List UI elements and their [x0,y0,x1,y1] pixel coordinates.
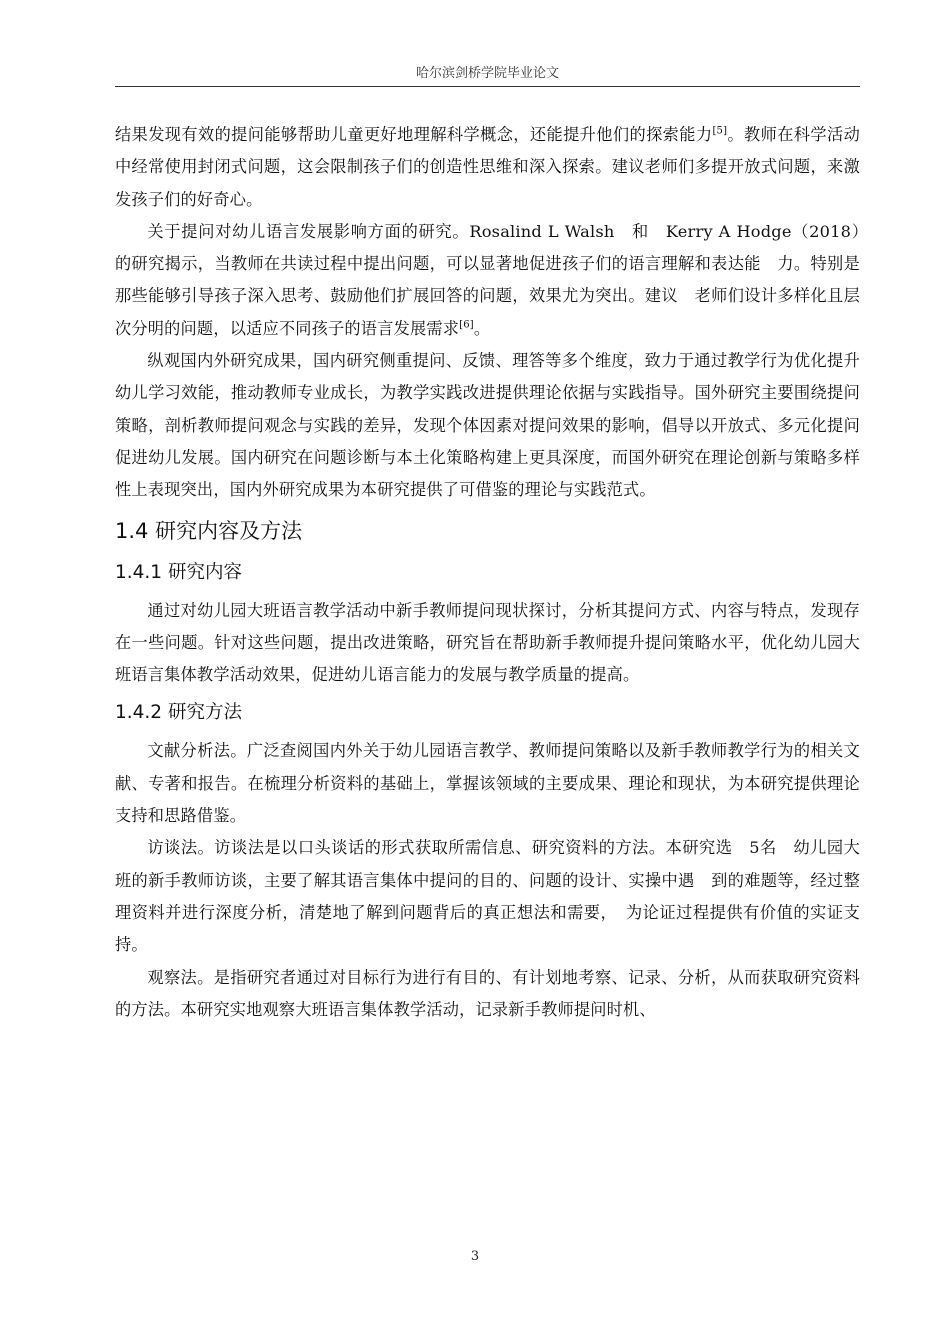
citation-6: [6] [459,319,474,331]
section-heading-1-4: 1.4 研究内容及方法 [115,518,303,543]
paragraph-1-text-a: 结果发现有效的提问能够帮助儿童更好地理解科学概念，还能提升他们的探索能力 [115,125,713,144]
paragraph-2-text-a: 关于提问对幼儿语言发展影响方面的研究。Rosalind L Walsh 和 Kerry A Hodge（2018） 的研究揭示，当教师在共读过程中提出问题，可以显著地促进孩子们的语言理解和表达能 力。特别是那些能够引导孩子深入思考、鼓励他们扩展回答的问题，效果尤为突出。建议 老师们设计多样化且层次分明的问题，以适应不同孩子的语言发展需求 [115,221,877,338]
paragraph-5: 文献分析法。广泛查阅国内外关于幼儿园语言教学、教师提问策略以及新手教师教学行为的相关文献、专著和报告。在梳理分析资料的基础上，掌握该领域的主要成果、理论和现状，为本研究提供理论支持和思路借鉴。 [115,741,860,826]
page-number: 3 [470,1249,480,1264]
paragraph-3: 纵观国内外研究成果，国内研究侧重提问、反馈、理答等多个维度，致力于通过教学行为优化提升幼儿学习效能，推动教师专业成长，为教学实践改进提供理论依据与实践指导。国外研究主要围绕提问策略，剖析教师提问观念与实践的差异，发现个体因素对提问效果的影响，倡导以开放式、多元化提问促进幼儿发展。国内研究在问题诊断与本土化策略构建上更具深度，而国外研究在理论创新与策略多样性上表现突出，国内外研究成果为本研究提供了可借鉴的理论与实践范式。 [115,351,860,500]
paragraph-1-text-b: 。教师在科学活动中经常使用封闭式问题，这会限制孩子们的创造性思维和深入探索。建议老师们多提开放式问题，来激发孩子们的好奇心。 [115,125,860,209]
running-header: 哈尔滨剑桥学院毕业论文 [415,66,559,81]
paragraph-6: 访谈法。访谈法是以口头谈话的形式获取所需信息、研究资料的方法。本研究选 5名 幼儿园大班的新手教师访谈，主要了解其语言集体中提问的目的、问题的设计、实操中遇 到的难题等，经过整理资料并进行深度分析，清楚地了解到问题背后的真正想法和需要， 为论证过程提供有价值的实证支持。 [115,838,860,955]
header-rule [115,86,860,87]
subsection-heading-1-4-2: 1.4.2 研究方法 [115,702,242,724]
citation-5: [5] [712,125,728,137]
page-body [115,119,877,1026]
paragraph-2 [115,216,877,345]
subsection-heading-1-4-1: 1.4.1 研究内容 [115,561,242,583]
paragraph-2-text-b: 。 [473,318,491,338]
paragraph-7: 观察法。是指研究者通过对目标行为进行有目的、有计划地考察、记录、分析，从而获取研究资料的方法。本研究实地观察大班语言集体教学活动，记录新手教师提问时机、 [115,967,860,1019]
paragraph-4: 通过对幼儿园大班语言教学活动中新手教师提问现状探讨，分析其提问方式、内容与特点，发现存在一些问题。针对这些问题，提出改进策略，研究旨在帮助新手教师提升提问策略水平，优化幼儿园大班语言集体教学活动效果，促进幼儿语言能力的发展与教学质量的提高。 [115,600,860,685]
paragraph-1 [115,119,860,216]
